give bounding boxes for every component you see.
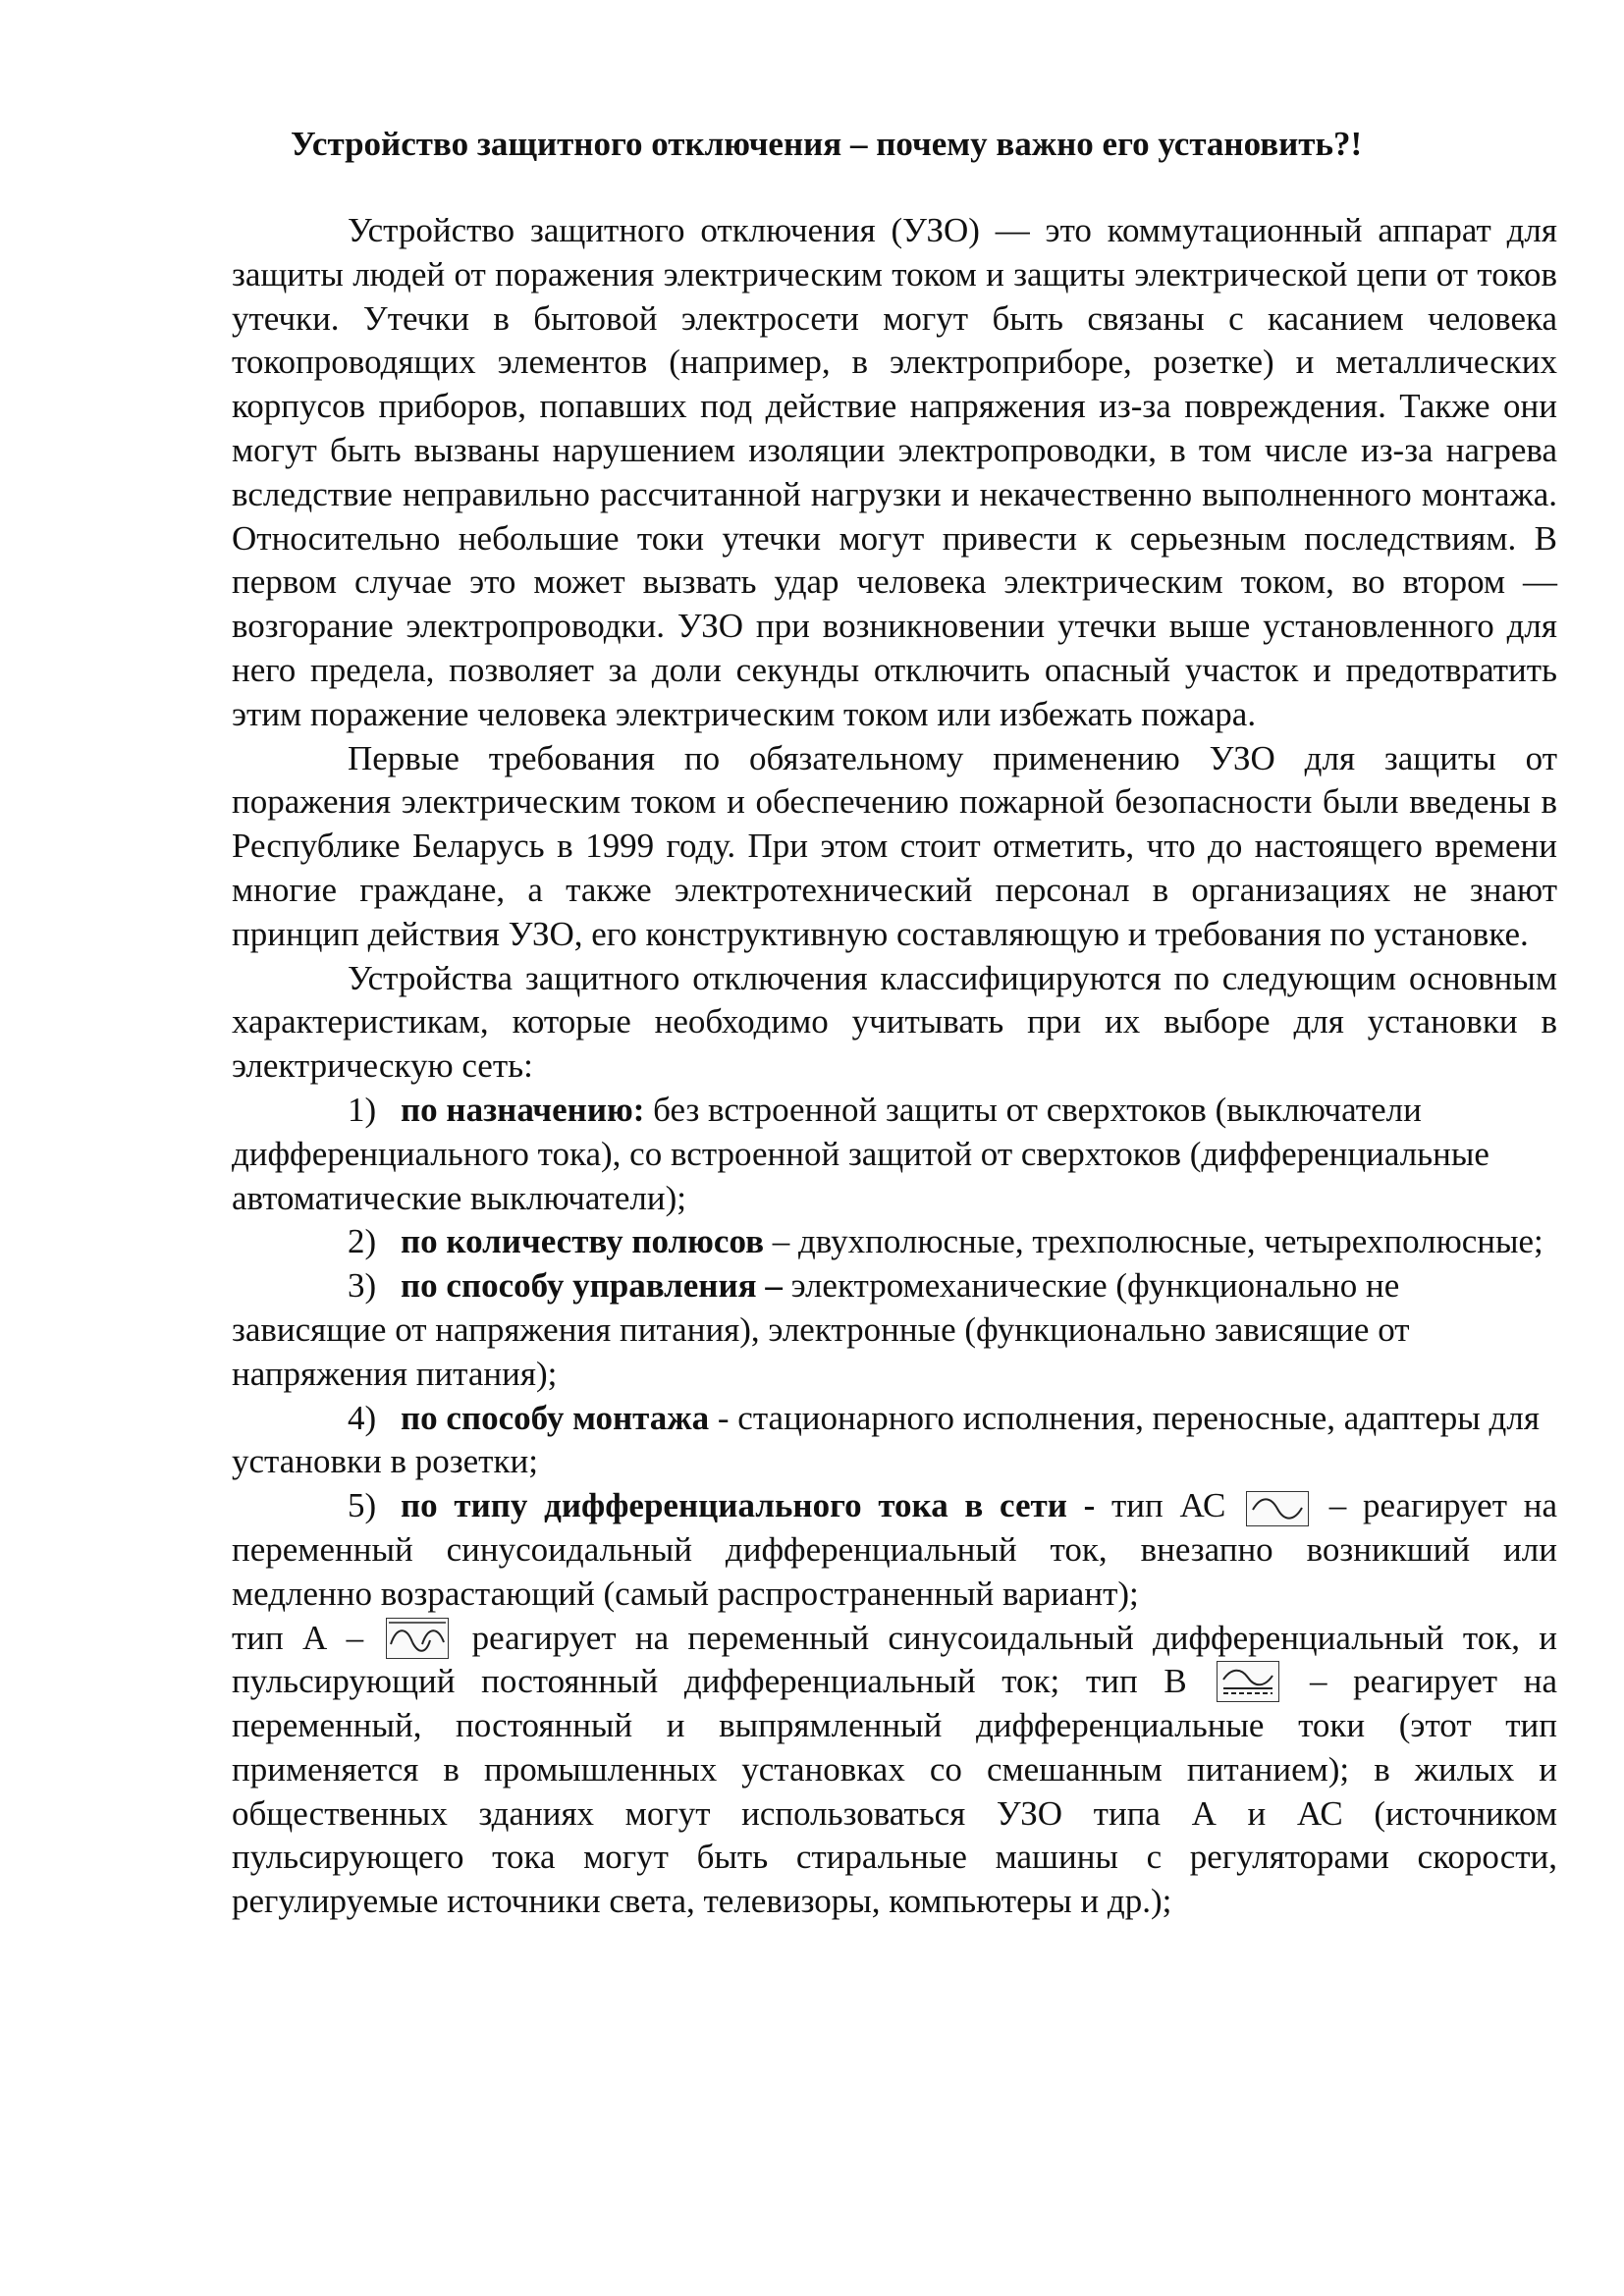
list-item <box>232 1220 1557 1264</box>
list-item <box>232 1264 1557 1396</box>
list-item-text: электромеханические (функционально не зависящие от напряжения питания), электронные (функционально зависящие от напряжения питания); <box>232 1266 1410 1393</box>
list-item-number: 5) <box>348 1486 377 1525</box>
list-item-text: – двухполюсные, трехполюсные, четырехполюсные; <box>764 1222 1543 1261</box>
list-item-heading: по способу управления – <box>401 1266 783 1306</box>
document-page <box>232 123 1557 1924</box>
paragraph-classification: Устройства защитного отключения классифицируются по следующим основным характеристикам, которые необходимо учитывать при их выборе для установки в электрическую сеть: <box>232 958 1557 1086</box>
list-item-number: 2) <box>348 1222 377 1261</box>
document-title: Устройство защитного отключения – почему важно его установить?! <box>291 125 1363 163</box>
list-item-text: тип А – <box>232 1618 383 1657</box>
list-item-text: – реагирует на переменный синусоидальный дифференциальный ток, внезапно возникший или медленно возрастающий (самый распространенный вариант); <box>232 1486 1557 1613</box>
list-item-text: реагирует на переменный синусоидальный дифференциальный ток, и пульсирующий постоянный дифференциальный ток; тип В <box>232 1618 1557 1701</box>
list-item-text: тип АС <box>1095 1486 1243 1525</box>
list-item-heading: по способу монтажа <box>401 1398 710 1437</box>
list-item-number: 4) <box>348 1398 377 1437</box>
list-item-number: 1) <box>348 1090 377 1129</box>
list-item <box>232 1484 1557 1924</box>
pulsating-wave-icon <box>386 1618 449 1659</box>
list-item-heading: по назначению: <box>401 1090 645 1129</box>
paragraph-intro: Устройство защитного отключения (УЗО) — это коммутационный аппарат для защиты людей от поражения электрическим током и защиты электрической цепи от токов утечки. Утечки в бытовой электросети могут быть связаны с касанием человека токопроводящих элементов (например, в электроприборе, розетке) и металлических корпусов приборов, попавших под действие напряжения из-за повреждения. Также они могут быть вызваны нарушением изоляции электропроводки, в том числе из-за нагрева вследствие неправильно рассчитанной нагрузки и некачественно выполненного монтажа. Относительно небольшие токи утечки могут привести к серьезным последствиям. В первом случае это может вызвать удар человека электрическим током, во втором — возгорание электропроводки. УЗО при возникновении утечки выше установленного для него предела, позволяет за доли секунды отключить опасный участок и предотвратить этим поражение человека электрическим током или избежать пожара. <box>232 211 1557 733</box>
smooth-dc-wave-icon <box>1217 1661 1279 1702</box>
list-item-heading: по типу дифференциального тока в сети - <box>401 1486 1096 1525</box>
list-item <box>232 1089 1557 1220</box>
list-item-text: - стационарного исполнения, переносные, адаптеры для установки в розетки; <box>232 1398 1540 1481</box>
paragraph-requirements: Первые требования по обязательному применению УЗО для защиты от поражения электрическим током и обеспечению пожарной безопасности были введены в Республике Беларусь в 1999 году. При этом стоит отметить, что до настоящего времени многие граждане, а также электротехнический персонал в организациях не знают принцип действия УЗО, его конструктивную составляющую и требования по установке. <box>232 738 1557 953</box>
list-item <box>232 1397 1557 1485</box>
list-item-text: – реагирует на переменный, постоянный и выпрямленный дифференциальные токи (этот тип применяется в промышленных установках со смешанным питанием); в жилых и общественных зданиях могут использоваться УЗО типа А и АС (источником пульсирующего тока могут быть стиральные машины с регуляторами скорости, регулируемые источники света, телевизоры, компьютеры и др.); <box>232 1662 1557 1921</box>
list-item-heading: по количеству полюсов <box>401 1222 764 1261</box>
list-item-text: без встроенной защиты от сверхтоков (выключатели дифференциального тока), со встроенной защитой от сверхтоков (дифференциальные автоматические выключатели); <box>232 1090 1489 1217</box>
list-item-number: 3) <box>348 1266 377 1306</box>
sine-wave-icon <box>1246 1491 1309 1526</box>
